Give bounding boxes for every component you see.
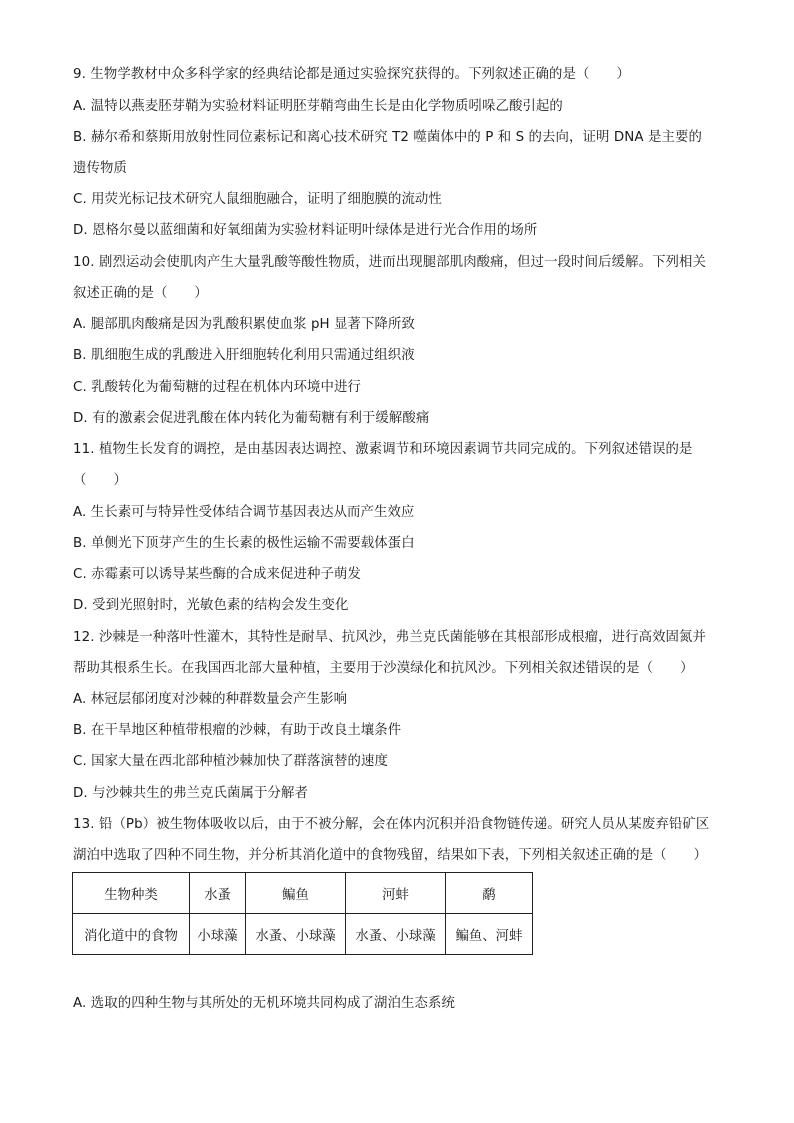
q9-option-c: C. 用荧光标记技术研究人鼠细胞融合，证明了细胞膜的流动性: [73, 192, 442, 207]
q9-option-a: A. 温特以燕麦胚芽鞘为实验材料证明胚芽鞘弯曲生长是由化学物质吲哚乙酸引起的: [73, 99, 563, 114]
table-cell: 小球藻: [190, 914, 246, 955]
q11-option-b: B. 单侧光下顶芽产生的生长素的极性运输不需要载体蛋白: [73, 536, 415, 551]
table-cell: 鳊鱼、河蚌: [446, 914, 533, 955]
table-cell: 河蚌: [346, 873, 446, 914]
table-row: [73, 914, 533, 955]
q10-option-b: B. 肌细胞生成的乳酸进入肝细胞转化利用只需通过组织液: [73, 348, 415, 363]
q12-stem-line2: 帮助其根系生长。在我国西北部大量种植，主要用于沙漠绿化和抗风沙。下列相关叙述错误的是（ ）: [73, 661, 694, 676]
q9-option-d: D. 恩格尔曼以蓝细菌和好氧细菌为实验材料证明叶绿体是进行光合作用的场所: [73, 223, 538, 238]
q9-option-b-line2: 遗传物质: [73, 161, 127, 176]
q10-stem-line1: 10. 剧烈运动会使肌肉产生大量乳酸等酸性物质，进而出现腿部肌肉酸痛，但过一段时间后缓解。下列相关: [73, 255, 707, 270]
table-cell: 生物种类: [73, 873, 190, 914]
q13-option-a: A. 选取的四种生物与其所处的无机环境共同构成了湖泊生态系统: [73, 996, 455, 1011]
q11-option-a: A. 生长素可与特异性受体结合调节基因表达从而产生效应: [73, 505, 415, 520]
table-cell: 水蚤: [190, 873, 246, 914]
q11-option-d: D. 受到光照射时，光敏色素的结构会发生变化: [73, 598, 349, 613]
q10-stem-line2: 叙述正确的是（ ）: [73, 286, 208, 301]
q10-option-d: D. 有的激素会促进乳酸在体内转化为葡萄糖有利于缓解酸痛: [73, 411, 430, 426]
q12-option-b: B. 在干旱地区种植带根瘤的沙棘，有助于改良土壤条件: [73, 723, 402, 738]
table-cell: 鳊鱼: [246, 873, 346, 914]
q11-stem-line1: 11. 植物生长发育的调控，是由基因表达调控、激素调节和环境因素调节共同完成的。下列叙述错误的是: [73, 442, 693, 457]
q12-option-a: A. 林冠层郁闭度对沙棘的种群数量会产生影响: [73, 692, 348, 707]
q9-stem: 9. 生物学教材中众多科学家的经典结论都是通过实验探究获得的。下列叙述正确的是（ ）: [73, 67, 630, 82]
q11-stem-line2: （ ）: [73, 473, 127, 488]
q12-stem-line1: 12. 沙棘是一种落叶性灌木，其特性是耐旱、抗风沙，弗兰克氏菌能够在其根部形成根瘤，进行高效固氮并: [73, 630, 707, 645]
table-cell: 消化道中的食物: [73, 914, 190, 955]
food-residue-table: [72, 872, 533, 955]
q10-option-a: A. 腿部肌肉酸痛是因为乳酸积累使血浆 pH 显著下降所致: [73, 317, 416, 332]
q11-option-c: C. 赤霉素可以诱导某些酶的合成来促进种子萌发: [73, 567, 361, 582]
q12-option-c: C. 国家大量在西北部种植沙棘加快了群落演替的速度: [73, 754, 388, 769]
q13-stem-line1: 13. 铅（Pb）被生物体吸收以后，由于不被分解，会在体内沉积并沿食物链传递。研究人员从某废弃铅矿区: [73, 817, 710, 832]
table-header-row: [73, 873, 533, 914]
q13-stem-line2: 湖泊中选取了四种不同生物，并分析其消化道中的食物残留，结果如下表，下列相关叙述正确的是（ ）: [73, 848, 708, 863]
q10-option-c: C. 乳酸转化为葡萄糖的过程在机体内环境中进行: [73, 380, 361, 395]
table-cell: 水蚤、小球藻: [346, 914, 446, 955]
q9-option-b-line1: B. 赫尔希和蔡斯用放射性同位素标记和离心技术研究 T2 噬菌体中的 P 和 S 的去向，证明 DNA 是主要的: [73, 130, 702, 145]
table-cell: 鹬: [446, 873, 533, 914]
q12-option-d: D. 与沙棘共生的弗兰克氏菌属于分解者: [73, 786, 308, 801]
table-cell: 水蚤、小球藻: [246, 914, 346, 955]
